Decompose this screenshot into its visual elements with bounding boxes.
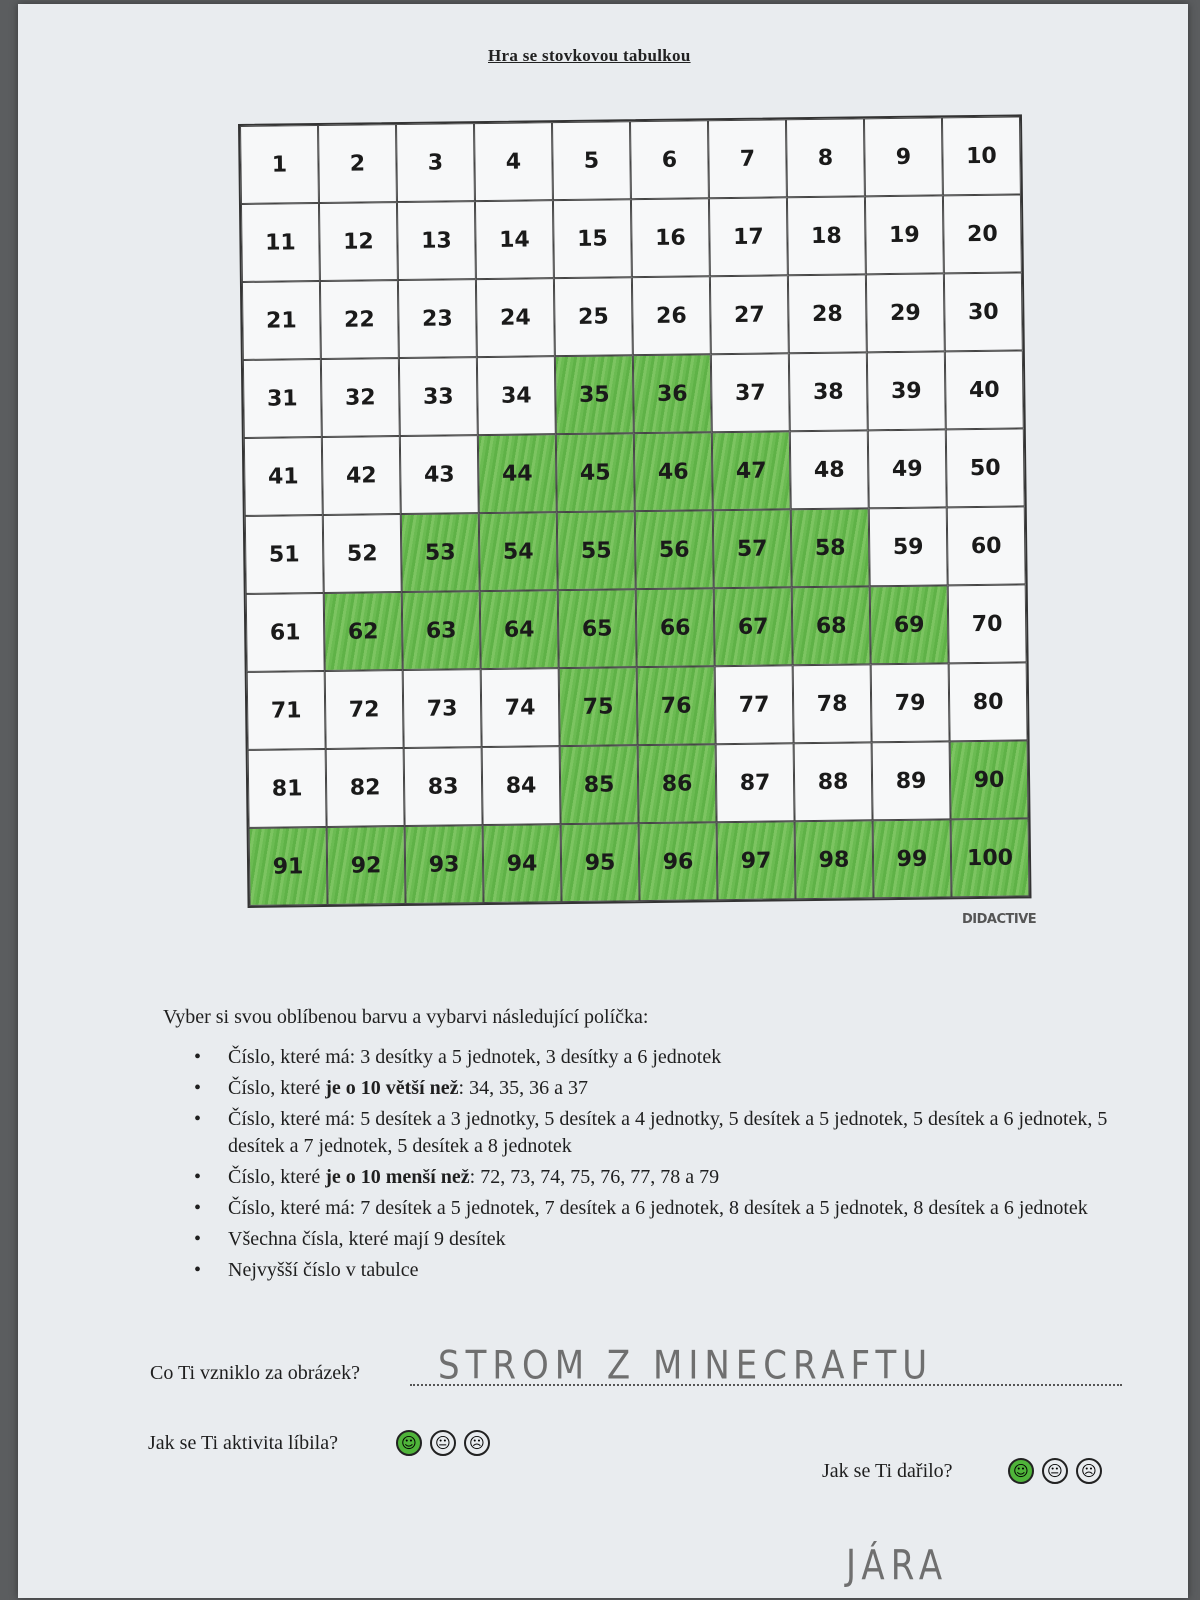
chart-cell: 1 (240, 125, 319, 204)
question-picture: Co Ti vzniklo za obrázek? (150, 1362, 360, 1384)
chart-cell: 44 (478, 434, 557, 513)
chart-cell: 63 (402, 591, 481, 670)
chart-cell: 68 (792, 586, 871, 665)
chart-cell: 86 (638, 744, 717, 823)
task-item (188, 1226, 1108, 1253)
chart-cell: 59 (869, 507, 948, 586)
chart-cell: 32 (321, 358, 400, 437)
chart-cell: 56 (635, 510, 714, 589)
chart-cell: 40 (945, 350, 1024, 429)
task-emphasis: je o 10 menší než (325, 1166, 470, 1188)
chart-cell: 69 (870, 585, 949, 664)
chart-cell: 78 (793, 664, 872, 743)
chart-cell: 34 (477, 356, 556, 435)
chart-cell: 85 (560, 745, 639, 824)
chart-cell: 21 (242, 281, 321, 360)
chart-cell: 67 (714, 587, 793, 666)
task-text: Nejvyšší číslo v tabulce (228, 1259, 419, 1281)
task-text: : 34, 35, 36 a 37 (458, 1077, 588, 1099)
task-emphasis: je o 10 větší než (325, 1077, 459, 1099)
chart-cell: 36 (633, 354, 712, 433)
task-text: Číslo, které (228, 1077, 326, 1099)
task-list (188, 1044, 1108, 1288)
chart-cell: 45 (556, 433, 635, 512)
chart-cell: 96 (639, 822, 718, 901)
chart-cell: 41 (244, 437, 323, 516)
chart-cell: 35 (555, 355, 634, 434)
chart-cell: 3 (396, 123, 475, 202)
task-text: : 72, 73, 74, 75, 76, 77, 78 a 79 (469, 1166, 720, 1188)
task-item (188, 1257, 1108, 1284)
chart-cell: 2 (318, 124, 397, 203)
chart-cell: 77 (715, 665, 794, 744)
chart-cell: 55 (557, 511, 636, 590)
chart-cell: 22 (320, 280, 399, 359)
chart-cell: 93 (405, 825, 484, 904)
chart-cell: 65 (558, 589, 637, 668)
task-text: Číslo, které má: 7 desítek a 5 jednotek, 7 desítek a 6 jednotek, 8 desítek a 5 jednotek, 8 desítek a 6 jednotek (228, 1197, 1088, 1219)
chart-cell: 24 (476, 278, 555, 357)
task-text: Všechna čísla, které mají 9 desítek (228, 1228, 506, 1250)
task-item (188, 1164, 1108, 1191)
chart-cell: 79 (871, 663, 950, 742)
chart-cell: 27 (710, 275, 789, 354)
publisher-logo: DIDACTIVE (962, 912, 1037, 927)
chart-cell: 42 (322, 436, 401, 515)
chart-cell: 80 (949, 662, 1028, 741)
neutral-face-icon[interactable]: 😐 (430, 1430, 456, 1456)
chart-cell: 90 (950, 740, 1029, 819)
task-text: Číslo, které (228, 1166, 326, 1188)
smile-face-icon[interactable]: ☺ (396, 1430, 422, 1456)
smile-face-icon[interactable]: ☺ (1008, 1458, 1034, 1484)
chart-cell: 94 (483, 824, 562, 903)
chart-cell: 23 (398, 279, 477, 358)
chart-cell: 26 (632, 276, 711, 355)
chart-cell: 29 (866, 273, 945, 352)
task-item (188, 1075, 1108, 1102)
chart-cell: 95 (561, 823, 640, 902)
chart-cell: 4 (474, 122, 553, 201)
chart-cell: 71 (247, 671, 326, 750)
chart-cell: 10 (942, 116, 1021, 195)
worksheet-page (18, 4, 1188, 1598)
chart-cell: 98 (795, 820, 874, 899)
chart-cell: 87 (716, 743, 795, 822)
chart-cell: 19 (865, 195, 944, 274)
chart-cell: 76 (637, 666, 716, 745)
chart-cell: 39 (867, 351, 946, 430)
task-text: Číslo, které má: 5 desítek a 3 jednotky, 5 desítek a 4 jednotky, 5 desítek a 5 jednotek, 5 desítek a 6 jednotek, 5 desítek a 7 jednotek, 5 desítek a 8 jednotek (228, 1108, 1108, 1157)
worksheet-title: Hra se stovkovou tabulkou (488, 46, 691, 65)
chart-cell: 91 (249, 827, 328, 906)
chart-cell: 100 (951, 818, 1030, 897)
chart-cell: 58 (791, 508, 870, 587)
rating-faces-liked (396, 1430, 490, 1456)
chart-cell: 50 (946, 428, 1025, 507)
chart-cell: 92 (327, 826, 406, 905)
chart-cell: 61 (246, 593, 325, 672)
chart-cell: 18 (787, 196, 866, 275)
chart-cell: 14 (475, 200, 554, 279)
chart-cell: 8 (786, 118, 865, 197)
chart-cell: 83 (404, 747, 483, 826)
chart-cell: 13 (397, 201, 476, 280)
chart-cell: 5 (552, 121, 631, 200)
chart-cell: 70 (948, 584, 1027, 663)
chart-cell: 51 (245, 515, 324, 594)
chart-cell: 17 (709, 197, 788, 276)
task-item (188, 1106, 1108, 1160)
chart-cell: 16 (631, 198, 710, 277)
chart-cell: 15 (553, 199, 632, 278)
chart-cell: 97 (717, 821, 796, 900)
chart-cell: 64 (480, 590, 559, 669)
chart-cell: 73 (403, 669, 482, 748)
chart-cell: 60 (947, 506, 1026, 585)
hundred-chart (238, 114, 1032, 908)
chart-cell: 48 (790, 430, 869, 509)
sad-face-icon[interactable]: ☹ (464, 1430, 490, 1456)
neutral-face-icon[interactable]: 😐 (1042, 1458, 1068, 1484)
chart-cell: 11 (241, 203, 320, 282)
chart-cell: 72 (325, 670, 404, 749)
chart-cell: 62 (324, 592, 403, 671)
chart-cell: 31 (243, 359, 322, 438)
sad-face-icon[interactable]: ☹ (1076, 1458, 1102, 1484)
chart-cell: 66 (636, 588, 715, 667)
chart-cell: 49 (868, 429, 947, 508)
chart-cell: 9 (864, 117, 943, 196)
chart-cell: 52 (323, 514, 402, 593)
task-text: Číslo, které má: 3 desítky a 5 jednotek, 3 desítky a 6 jednotek (228, 1046, 722, 1068)
handwritten-signature: JÁRA (846, 1542, 949, 1590)
task-item (188, 1044, 1108, 1071)
chart-cell: 43 (400, 435, 479, 514)
chart-cell: 53 (401, 513, 480, 592)
question-liked: Jak se Ti aktivita líbila? (148, 1432, 338, 1454)
chart-cell: 74 (481, 668, 560, 747)
task-item (188, 1195, 1108, 1222)
chart-cell: 30 (944, 272, 1023, 351)
chart-cell: 28 (788, 274, 867, 353)
chart-cell: 7 (708, 119, 787, 198)
chart-cell: 25 (554, 277, 633, 356)
chart-cell: 37 (711, 353, 790, 432)
chart-cell: 89 (872, 741, 951, 820)
chart-cell: 47 (712, 431, 791, 510)
rating-faces-success (1008, 1458, 1102, 1484)
chart-cell: 54 (479, 512, 558, 591)
chart-cell: 81 (248, 749, 327, 828)
chart-cell: 75 (559, 667, 638, 746)
chart-cell: 46 (634, 432, 713, 511)
chart-cell: 12 (319, 202, 398, 281)
chart-cell: 88 (794, 742, 873, 821)
chart-cell: 57 (713, 509, 792, 588)
instruction-text: Vyber si svou oblíbenou barvu a vybarvi následující políčka: (163, 1006, 649, 1028)
chart-cell: 6 (630, 120, 709, 199)
chart-cell: 20 (943, 194, 1022, 273)
chart-cell: 33 (399, 357, 478, 436)
question-success: Jak se Ti dařilo? (822, 1460, 953, 1482)
chart-cell: 99 (873, 819, 952, 898)
handwritten-answer: STROM Z MINECRAFTU (438, 1343, 934, 1389)
chart-cell: 38 (789, 352, 868, 431)
chart-cell: 82 (326, 748, 405, 827)
chart-cell: 84 (482, 746, 561, 825)
